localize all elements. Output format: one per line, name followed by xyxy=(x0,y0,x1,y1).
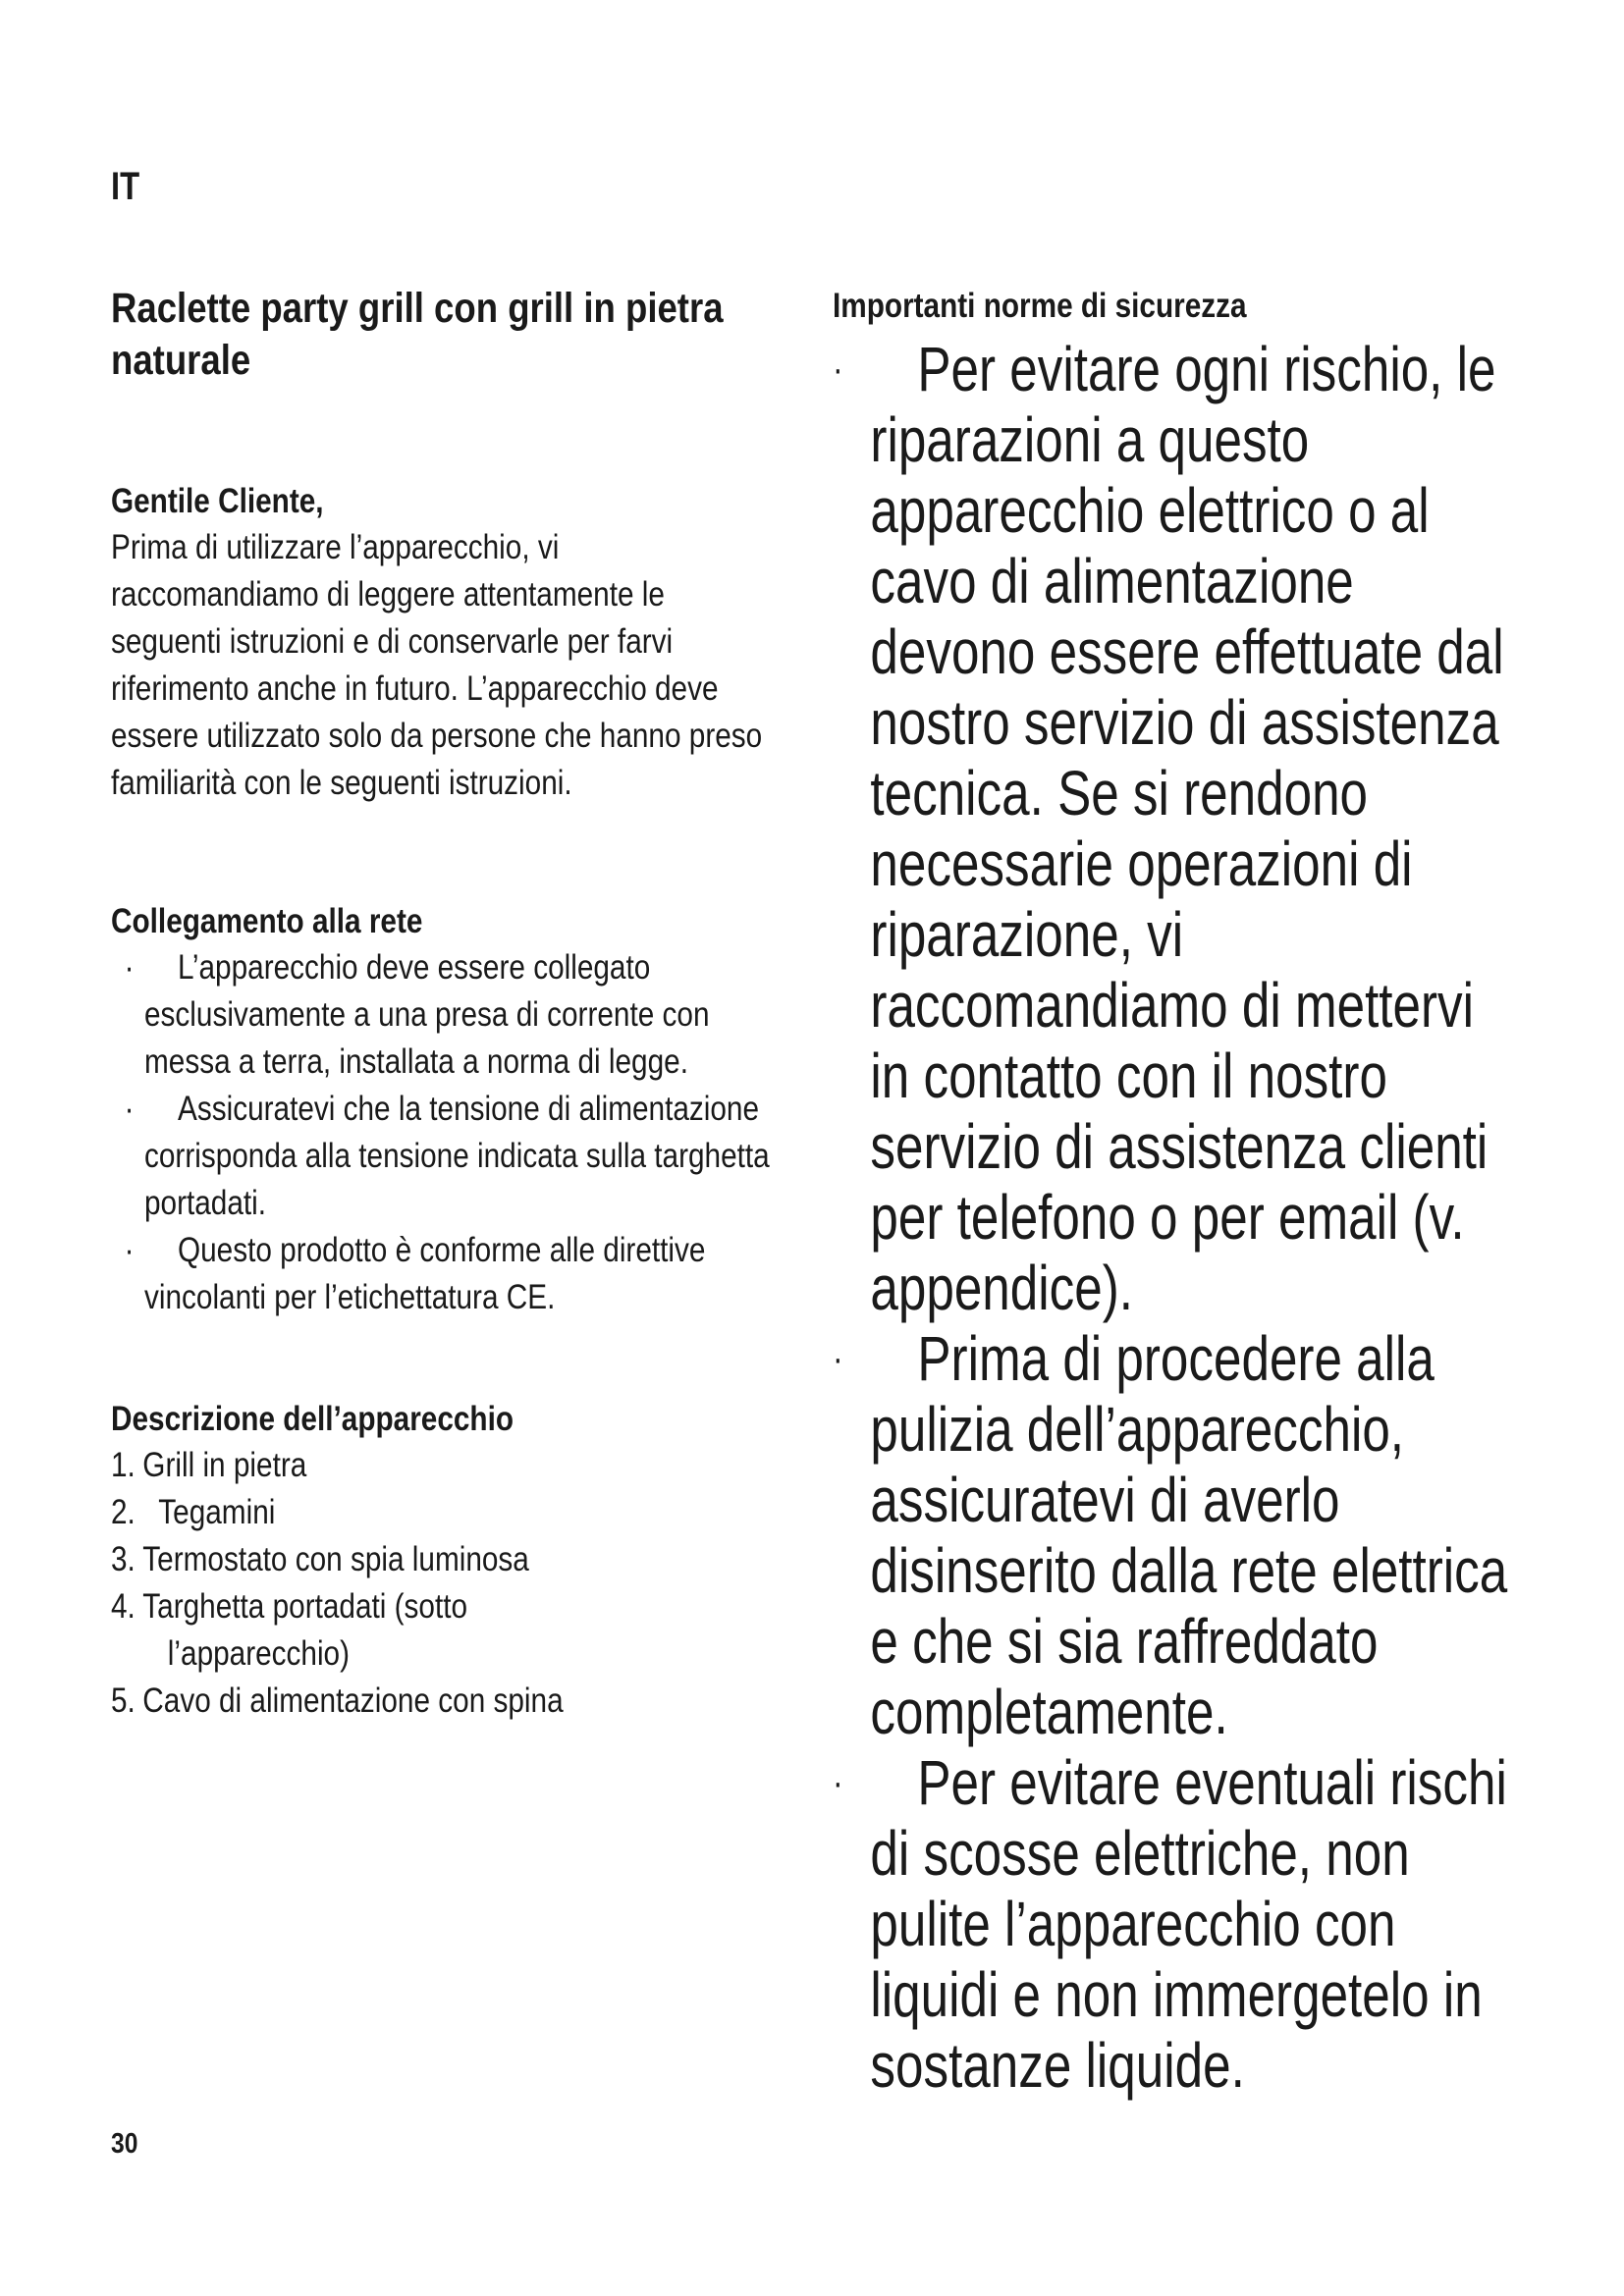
list-item-text: Per evitare ogni rischio, le riparazioni a questo apparecchio elettrico o al cavo di alimentazione devono essere effettuate dal nostro servizio di assistenza tecnica. Se si rendono necessarie operazioni di riparazione, vi raccomandiamo di mettervi in contatto con il nostro servizio di assistenza clienti per telefono o per email (v. appendice). xyxy=(870,334,1504,1323)
bullet-icon: · xyxy=(124,1090,135,1128)
appliance-parts-list xyxy=(111,1442,795,1725)
page-number: 30 xyxy=(111,2128,138,2160)
list-item-text: Termostato con spia luminosa xyxy=(142,1540,529,1578)
appliance-description-section xyxy=(111,1397,795,1725)
list-item-number: 2. xyxy=(111,1493,135,1531)
bullet-icon: · xyxy=(124,948,135,987)
list-item xyxy=(111,1536,795,1583)
safety-list xyxy=(833,334,1508,2101)
appliance-description-heading: Descrizione dell’apparecchio xyxy=(111,1400,514,1438)
list-item xyxy=(111,1678,795,1725)
document-title: Raclette party grill con grill in pietra naturale xyxy=(111,285,724,384)
list-item-text: Tegamini xyxy=(142,1493,276,1531)
greeting-paragraph: Prima di utilizzare l’apparecchio, vi raccomandiamo di leggere attentamente le seguenti istruzioni e di conservarle per farvi riferimento anche in futuro. L’apparecchio deve essere utilizzato solo da persone che hanno preso familiarità con le seguenti istruzioni. xyxy=(111,528,763,802)
list-item xyxy=(111,1227,795,1321)
list-item xyxy=(833,1747,1508,2101)
safety-heading: Importanti norme di sicurezza xyxy=(833,287,1247,325)
greeting-heading: Gentile Cliente, xyxy=(111,482,324,520)
list-item-text: Targhetta portadati (sotto xyxy=(142,1587,468,1626)
list-item xyxy=(111,1442,795,1489)
network-connection-list xyxy=(111,944,795,1321)
greeting-section xyxy=(111,479,771,807)
list-item xyxy=(111,1489,795,1536)
language-code: IT xyxy=(111,165,140,208)
list-item-text: Assicuratevi che la tensione di alimentazione corrisponda alla tensione indicata sulla targhetta portadati. xyxy=(144,1090,770,1222)
network-connection-section xyxy=(111,899,795,1321)
list-item-text: Questo prodotto è conforme alle direttive vincolanti per l’etichettatura CE. xyxy=(144,1231,706,1316)
list-item-number: 3. xyxy=(111,1540,135,1578)
list-item xyxy=(111,1086,795,1227)
list-item xyxy=(833,334,1508,1323)
list-item-text: Prima di procedere alla pulizia dell’apparecchio, assicuratevi di averlo disinserito dalla rete elettrica e che si sia raffreddato completamente. xyxy=(870,1323,1508,1747)
list-item-continuation: l’apparecchio) xyxy=(167,1634,351,1673)
right-column xyxy=(833,283,1559,2101)
network-connection-heading: Collegamento alla rete xyxy=(111,902,423,940)
bullet-icon: · xyxy=(833,347,843,391)
bullet-icon: · xyxy=(124,1231,135,1269)
list-item-number: 4. xyxy=(111,1587,135,1626)
list-item-text: Per evitare eventuali rischi di scosse elettriche, non pulite l’apparecchio con liquidi e non immergetelo in sostanze liquide. xyxy=(870,1747,1507,2101)
bullet-icon: · xyxy=(833,1761,843,1804)
bullet-icon: · xyxy=(833,1337,843,1380)
list-item-text: Cavo di alimentazione con spina xyxy=(142,1682,564,1720)
left-column xyxy=(111,283,839,1720)
list-item xyxy=(833,1323,1508,1747)
list-item-number: 5. xyxy=(111,1682,135,1720)
list-item xyxy=(111,944,795,1086)
list-item xyxy=(111,1583,795,1678)
list-item-number: 1. xyxy=(111,1446,135,1484)
list-item-text: L’apparecchio deve essere collegato esclusivamente a una presa di corrente con messa a terra, installata a norma di legge. xyxy=(144,948,710,1081)
list-item-text: Grill in pietra xyxy=(142,1446,307,1484)
